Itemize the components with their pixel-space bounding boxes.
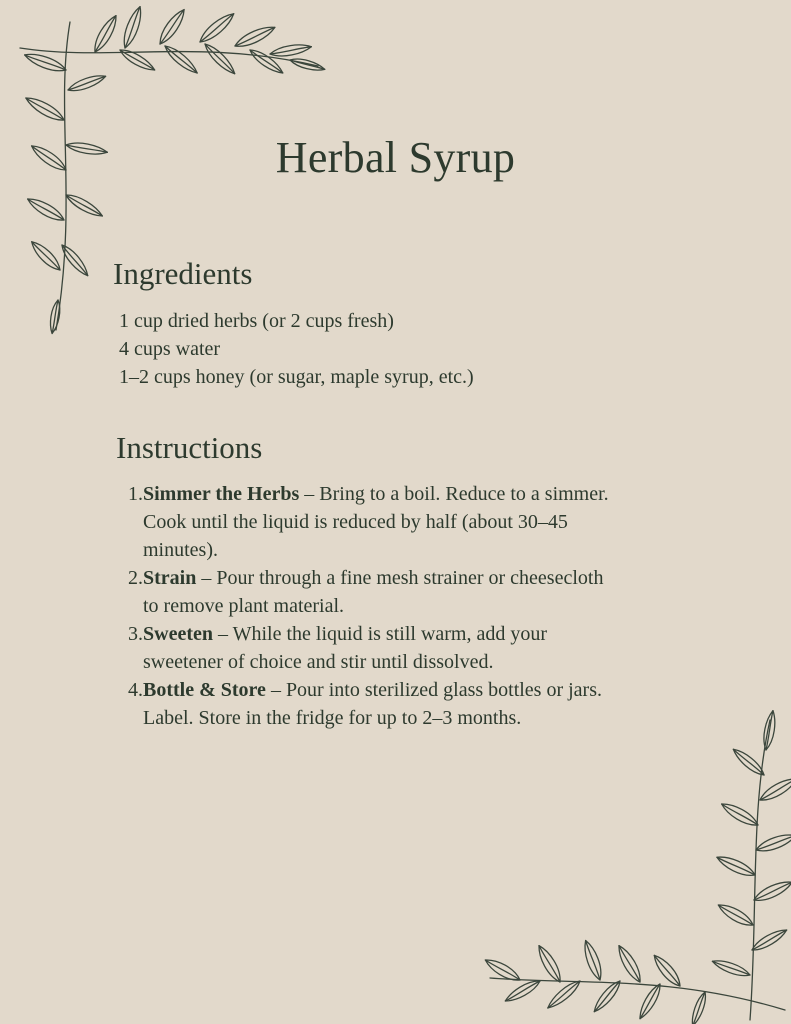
- leaf-vein: [165, 46, 197, 73]
- step-text: minutes).: [143, 539, 218, 561]
- leaf-vein: [120, 50, 155, 70]
- instruction-step: [120, 564, 720, 620]
- leaf-vein: [485, 960, 520, 980]
- leaf-vein: [62, 245, 88, 276]
- step-name: Bottle & Store: [143, 679, 266, 701]
- leaf-vein: [539, 946, 560, 982]
- instructions-list: [120, 480, 720, 732]
- leaf-vein: [160, 10, 184, 44]
- instructions-heading: Instructions: [116, 430, 263, 465]
- leaf-vein: [654, 955, 680, 986]
- leaf-vein: [733, 749, 764, 775]
- ingredients-list: [119, 307, 474, 391]
- step-text: – Pour through a fine mesh strainer or cheesecloth: [196, 567, 604, 589]
- leaf-vein: [505, 981, 540, 1001]
- leaf-vein: [26, 98, 64, 120]
- ingredient-item: 4 cups water: [119, 338, 221, 360]
- vine-stem: [20, 48, 318, 66]
- leaf-vein: [32, 242, 60, 270]
- ingredient-item: 1–2 cups honey (or sugar, maple syrup, etc.): [119, 366, 474, 388]
- ingredients-heading: Ingredients: [113, 256, 253, 291]
- leaf-vein: [548, 981, 580, 1008]
- leaf-vein: [752, 930, 787, 950]
- step-text: sweetener of choice and stir until dissolved.: [143, 651, 494, 673]
- instruction-step: [120, 620, 720, 676]
- step-number: 3.: [128, 623, 143, 645]
- ingredient-item: 1 cup dried herbs (or 2 cups fresh): [119, 310, 394, 332]
- step-text: – Pour into sterilized glass bottles or jars.: [265, 679, 603, 701]
- step-number: 4.: [128, 679, 143, 701]
- step-number: 2.: [128, 567, 143, 589]
- step-text: – While the liquid is still warm, add your: [212, 623, 548, 645]
- leaf-vein: [200, 14, 234, 42]
- leaf-vein: [28, 199, 64, 220]
- leaf-vein: [205, 44, 235, 74]
- step-text: Cook until the liquid is reduced by half (about 30–45: [143, 511, 568, 533]
- step-text: to remove plant material.: [143, 595, 345, 617]
- step-name: Sweeten: [143, 623, 213, 645]
- leaf-vein: [722, 804, 758, 825]
- leaf-vein: [718, 905, 753, 925]
- instruction-step: [120, 480, 720, 564]
- step-number: 1.: [128, 483, 143, 505]
- vine-stem: [490, 978, 785, 1010]
- step-text: – Bring to a boil. Reduce to a simmer.: [299, 483, 609, 505]
- leaf-vein: [619, 946, 640, 982]
- step-name: Simmer the Herbs: [143, 483, 300, 505]
- step-name: Strain: [143, 567, 197, 589]
- instruction-step: [120, 676, 720, 732]
- bottom-right-vine-decoration: [480, 710, 791, 1024]
- leaf-vein: [640, 984, 660, 1019]
- leaf-vein: [95, 16, 116, 52]
- step-text: Label. Store in the fridge for up to 2–3 months.: [143, 707, 522, 729]
- leaf-vein: [594, 981, 620, 1012]
- leaf-vein: [66, 195, 102, 216]
- page-title: Herbal Syrup: [275, 133, 516, 182]
